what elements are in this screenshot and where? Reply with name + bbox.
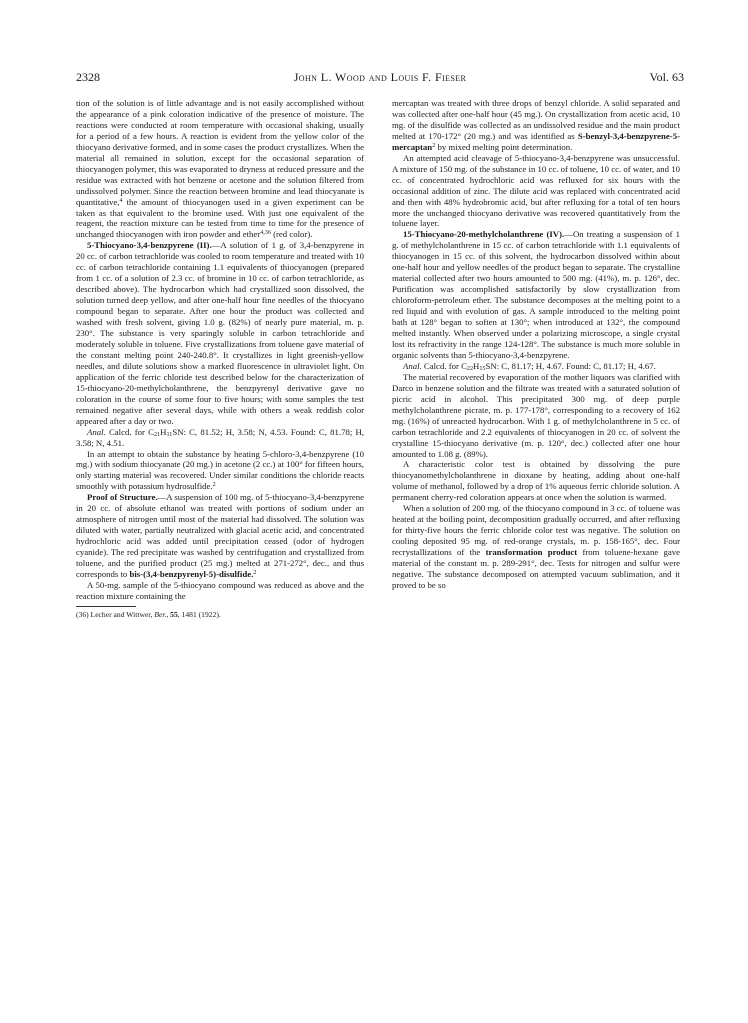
right-paragraph-7: When a solution of 200 mg. of the thiocyano compound in 3 cc. of toluene was heated at the boiling point, decomposition gradually occurred, and after refluxing for thirty-five hours the ferric chloride color test was negative. The solution on cooling deposited 95 mg. of red-orange crystals, m. p. 158-165°, dec. Four recrystallizations of the transformation product from toluene-hexane gave material of the constant m. p. 289-291°, dec. Tests for nitrogen and sulfur were negative. The substance decomposed on attempted vacuum sublimation, and it proved to be so — [392, 503, 680, 590]
right-paragraph-2: An attempted acid cleavage of 5-thiocyano-3,4-benzpyrene was unsuccessful. A mixture of 150 mg. of the substance in 10 cc. of toluene, 10 cc. of water, and 10 cc. of concentrated hydrochloric acid was refluxed for six hours with the occasional addition of zinc. The dilute acid was replaced with concentrated acid and then with 48% hydrobromic acid, but after refluxing for a total of ten hours more the unchanged thiocyano derivative was recovered quantitatively from the toluene layer. — [392, 152, 680, 229]
page-number: 2328 — [76, 70, 100, 84]
right-paragraph-5: The material recovered by evaporation of the mother liquors was clarified with Darco in benzene solution and the filtrate was treated with a saturated solution of picric acid in alcohol. This precipitated 300 mg. of deep purple methylcholanthrene picrate, m. p. 177-178°, corresponding to a recovery of 162 mg. (16%) of unreacted hydrocarbon. With 1 g. of methylcholanthrene in 5 cc. of carbon tetrachloride and 2.2 equivalents of thiocyanogen in 20 cc. of solvent the crystalline 15-thiocyano derivative (m. p. 120°, dec.) collected after one hour amounted to 1.08 g. (89%). — [392, 371, 680, 459]
right-paragraph-3: 15-Thiocyano-20-methylcholanthrene (IV).—On treating a suspension of 1 g. of methylcholanthrene in 15 cc. of carbon tetrachloride with 1.1 equivalents of thiocyanogen in 15 cc. of this solvent, the hydrocarbon dissolved within about one-half hour and yellow needles of the product began to separate. The crystalline material collected after two hours amounted to 500 mg. (41%), m. p. 126°, dec. Purification was accomplished satisfactorily by slow crystallization from chloroform-petroleum ether. The substance decomposes at the melting point to a red liquid and with evolution of gas. A sample introduced to the melting point bath at 128° began to soften at 130°; when introduced at 132°, the compound melted instantly. When observed under a polarizing microscope, a single crystal lost its refractivity in the range 124-128°. The substance is much more soluble in organic solvents than 5-thiocyano-3,4-benzpyrene. — [392, 229, 681, 360]
volume-label: Vol. 63 — [649, 70, 684, 84]
running-header — [76, 70, 684, 86]
left-paragraph-5: Proof of Structure.—A suspension of 100 mg. of 5-thiocyano-3,4-benzpyrene in 20 cc. of absolute ethanol was treated with portions of sodium under an atmosphere of nitrogen until most of the material had dissolved. The solution was diluted with water, partially neutralized with glacial acetic acid, and concentrated hydrochloric acid was added until precipitation ceased (odor of hydrogen cyanide). The red precipitate was washed by centrifugation and crystallized from toluene, and the purified product (25 mg.) melted at 271-272°, dec., and thus corresponds to bis-(3,4-benzpyrenyl-5)-disulfide.$^2$ — [76, 492, 364, 579]
right-paragraph-1: mercaptan was treated with three drops of benzyl chloride. A solid separated and was collected after one-half hour (45 mg.). On crystallization from acetic acid, 10 mg. of the disulfide was collected as an undissolved residue and the main product melted at 170-172° (20 mg.) and was identified as S-benzyl-3,4-benzpyrene-5-mercaptan$^2$ by mixed melting point determination. — [392, 98, 680, 152]
left-paragraph-1: tion of the solution is of little advantage and is not easily accomplished without the appearance of a pink coloration indicative of the presence of moisture. The reactions were conducted at room temperature with occasional shaking, usually for a period of a few hours. A reaction is evident from the yellow color of the thiocyano derivative formed, and in some cases the product crystallizes. When the material all remained in solution, except for the occasional separation of thiocyanogen polymer, this was evaporated to dryness at reduced pressure and the residue was extracted with hot benzene or acetone and the solution filtered from undissolved polymer. Since the reaction between bromine and lead thiocyanate is quantitative,$^4$ the amount of thiocyanogen used in a given experiment can be taken as that equivalent to the bromine used. With just one equivalent of the reagent, the reaction mixture can be tested from time to time for the presence of unchanged thiocyanogen with iron powder and ether$^{4,36}$ (red color). — [76, 98, 364, 240]
running-title: John L. Wood and Louis F. Fieser — [293, 70, 467, 84]
left-paragraph-3: Anal. Calcd. for $C_{21}H_{11}SN$: C, 81.52; H, 3.58; N, 4.53. Found: C, 81.78; H, 3.58; N, 4.51. — [76, 426, 364, 448]
right-column — [392, 98, 680, 591]
right-paragraph-6: A characteristic color test is obtained by dissolving the pure thiocyanomethylcholanthrene in dioxane by heating, adding about one-half volume of methanol, followed by a drop of 1% aqueous ferric chloride solution. A permanent cherry-red coloration appears at once when the solution is warmed. — [392, 459, 680, 503]
left-paragraph-6: A 50-mg. sample of the 5-thiocyano compound was reduced as above and the reaction mixture containing the — [76, 579, 364, 601]
footnote: (36) Lecher and Wittwer, Ber., 55, 1481 (1922). — [76, 609, 221, 619]
left-paragraph-4: In an attempt to obtain the substance by heating 5-chloro-3,4-benzpyrene (10 mg.) with sodium thiocyanate (20 mg.) in acetone (2 cc.) at 100° for fifteen hours, only starting material was recovered. Under similar conditions the chloride reacts smoothly with potassium hydrosulfide.$^2$ — [76, 448, 364, 492]
footnote-rule — [76, 606, 136, 607]
left-column — [76, 98, 364, 619]
right-paragraph-4: Anal. Calcd. for $C_{22}H_{15}SN$: C, 81.17; H, 4.67. Found: C, 81.17; H, 4.67. — [403, 360, 656, 372]
left-paragraph-2: 5-Thiocyano-3,4-benzpyrene (II).—A solution of 1 g. of 3,4-benzpyrene in 20 cc. of carbon tetrachloride was cooled to room temperature and treated with 10 cc. of carbon tetrachloride containing 1.1 equivalents of thiocyanogen (prepared from 1 cc. of a solution of 2.3 cc. of bromine in 10 cc. of carbon tetrachloride, as described above). The hydrocarbon which had crystallized soon dissolved, the solution turned deep yellow, and after one-half hour fine needles of the thiocyano compound began to separate. After one hour the product was collected and washed with fresh solvent, giving 1.0 g. (82%) of nearly pure material, m. p. 230°. The substance is very sparingly soluble in carbon tetrachloride and moderately soluble in toluene. Five crystallizations from toluene gave material of the constant melting point 240-240.8°. It crystallizes in light greenish-yellow needles, and dilute solutions show a marked fluorescence in ultraviolet light. On application of the ferric chloride test described below for the characterization of 15-thiocyano-20-methylcholanthrene, the benzpyrenyl derivative gave no coloration in the course of some four to five hours; with some samples the test remained negative after several days, while with others a weak reddish color appeared after a day or two. — [76, 240, 365, 426]
